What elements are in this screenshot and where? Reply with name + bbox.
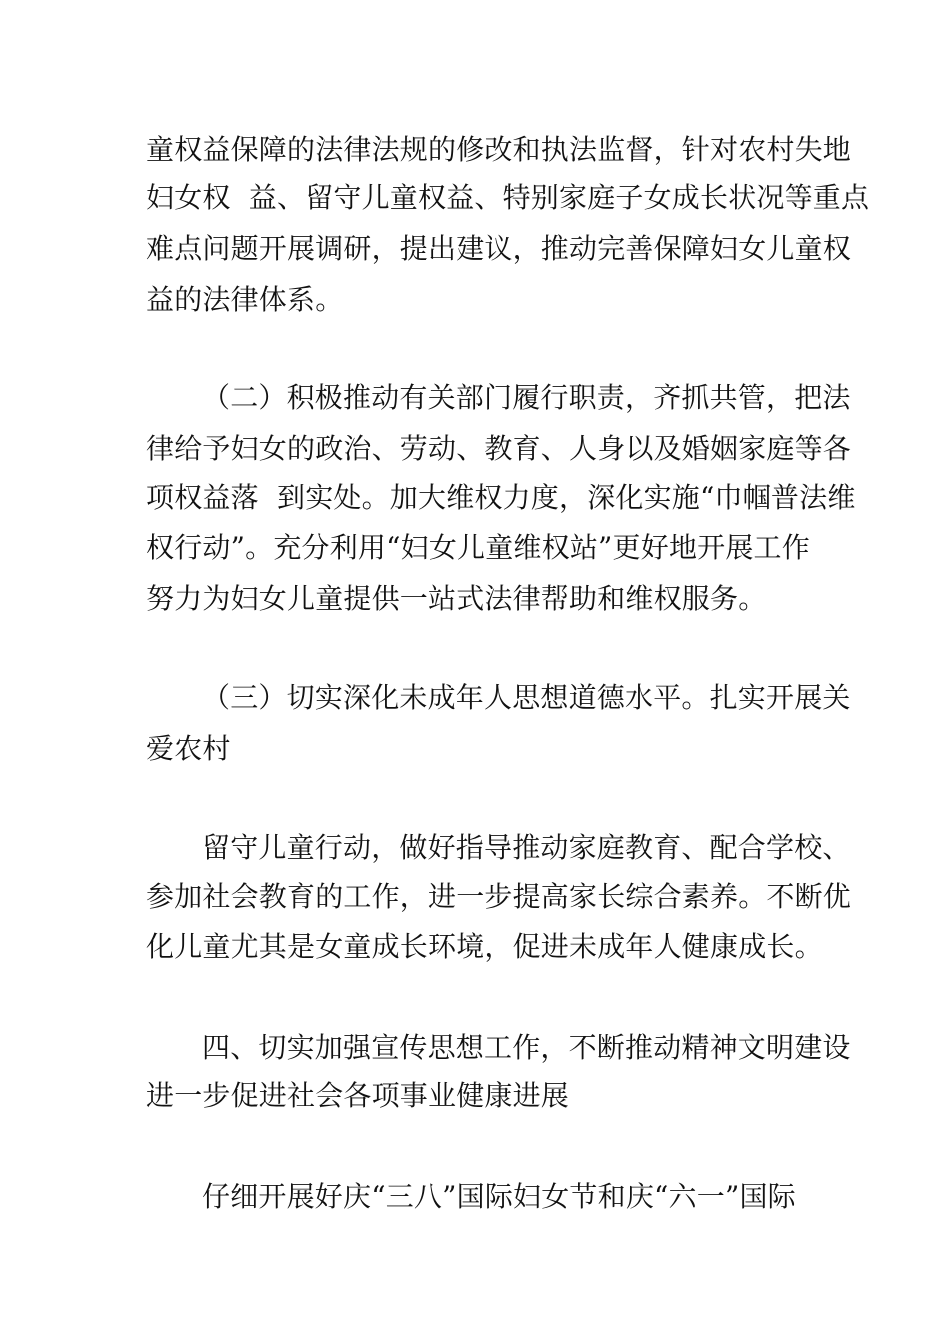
text-line: 难点问题开展调研，提出建议，推动完善保障妇女儿童权 [146,232,852,265]
text-line: 妇女权 益、留守儿童权益、特别家庭子女成长状况等重点 [146,181,870,214]
text-line: 项权益落 到实处。加大维权力度，深化实施“巾帼普法维 [146,481,856,514]
text-line: 爱农村 [146,732,231,765]
text-line: 化儿童尤其是女童成长环境，促进未成年人健康成长。 [146,930,823,963]
text-line: 留守儿童行动，做好指导推动家庭教育、配合学校、 [202,831,851,864]
text-line: （三）切实深化未成年人思想道德水平。扎实开展关 [202,681,851,714]
text-line: 权行动”。充分利用“妇女儿童维权站”更好地开展工作 [146,531,810,564]
text-line: 努力为妇女儿童提供一站式法律帮助和维权服务。 [146,582,767,615]
text-line: （二）积极推动有关部门履行职责，齐抓共管，把法 [202,381,851,414]
text-line: 益的法律体系。 [146,283,344,316]
text-line: 童权益保障的法律法规的修改和执法监督，针对农村失地 [146,133,852,166]
text-line: 仔细开展好庆“三八”国际妇女节和庆“六一”国际 [202,1180,796,1213]
text-line: 律给予妇女的政治、劳动、教育、人身以及婚姻家庭等各 [146,432,852,465]
text-line: 四、切实加强宣传思想工作，不断推动精神文明建设 [202,1031,851,1064]
text-line: 进一步促进社会各项事业健康进展 [146,1079,570,1112]
text-line: 参加社会教育的工作，进一步提高家长综合素养。不断优 [146,880,852,913]
